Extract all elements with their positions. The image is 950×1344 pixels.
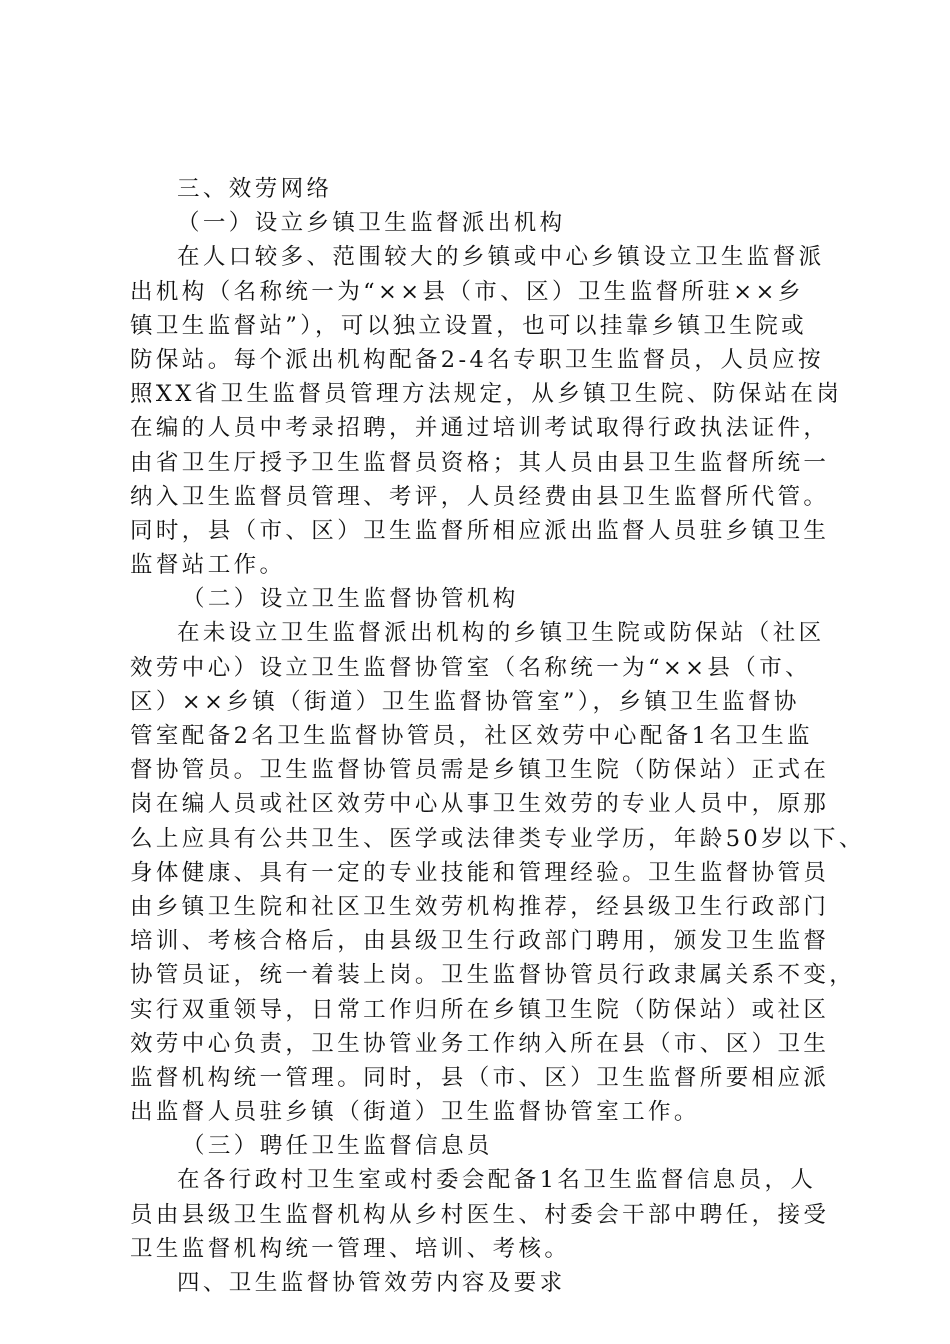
paragraph-line: 员由县级卫生监督机构从乡村医生、村委会干部中聘任，接受 bbox=[130, 1201, 830, 1228]
paragraph-line: 出机构（名称统一为“××县（市、区）卫生监督所驻××乡 bbox=[130, 278, 804, 305]
paragraph-line: 由省卫生厅授予卫生监督员资格；其人员由县卫生监督所统一 bbox=[130, 449, 830, 476]
paragraph-line: 在编的人员中考录招聘，并通过培训考试取得行政执法证件， bbox=[130, 415, 830, 442]
subsection-heading: （一）设立乡镇卫生监督派出机构 bbox=[177, 210, 566, 237]
paragraph-line: 效劳中心负责，卫生协管业务工作纳入所在县（市、区）卫生 bbox=[130, 1030, 830, 1057]
section-heading: 三、效劳网络 bbox=[177, 176, 333, 202]
paragraph-line: 同时，县（市、区）卫生监督所相应派出监督人员驻乡镇卫生 bbox=[130, 517, 830, 544]
paragraph-line: 由乡镇卫生院和社区卫生效劳机构推荐，经县级卫生行政部门 bbox=[130, 893, 830, 920]
paragraph-line: 身体健康、具有一定的专业技能和管理经验。卫生监督协管员 bbox=[130, 859, 830, 886]
paragraph-line: 在人口较多、范围较大的乡镇或中心乡镇设立卫生监督派 bbox=[177, 244, 825, 271]
paragraph-line: 防保站。每个派出机构配备2-4名专职卫生监督员，人员应按 bbox=[130, 346, 824, 373]
section-heading: 四、卫生监督协管效劳内容及要求 bbox=[177, 1270, 566, 1296]
paragraph-line: 监督机构统一管理。同时，县（市、区）卫生监督所要相应派 bbox=[130, 1064, 830, 1091]
paragraph-line: 区）××乡镇（街道）卫生监督协管室”），乡镇卫生监督协 bbox=[130, 688, 800, 715]
paragraph-line: 培训、考核合格后，由县级卫生行政部门聘用，颁发卫生监督 bbox=[130, 928, 830, 955]
paragraph-line: 监督站工作。 bbox=[130, 552, 286, 579]
paragraph-line: 实行双重领导，日常工作归所在乡镇卫生院（防保站）或社区 bbox=[130, 996, 830, 1023]
paragraph-line: 纳入卫生监督员管理、考评，人员经费由县卫生监督所代管。 bbox=[130, 483, 830, 510]
paragraph-line: 协管员证，统一着装上岗。卫生监督协管员行政隶属关系不变， bbox=[130, 962, 856, 989]
paragraph-line: 卫生监督机构统一管理、培训、考核。 bbox=[130, 1235, 571, 1262]
paragraph-line: 督协管员。卫生监督协管员需是乡镇卫生院（防保站）正式在 bbox=[130, 757, 830, 784]
paragraph-line: 出监督人员驻乡镇（街道）卫生监督协管室工作。 bbox=[130, 1099, 700, 1126]
paragraph-line: 照XX省卫生监督员管理方法规定，从乡镇卫生院、防保站在岗 bbox=[130, 381, 843, 408]
document-body bbox=[130, 172, 865, 1300]
paragraph-line: 岗在编人员或社区效劳中心从事卫生效劳的专业人员中，原那 bbox=[130, 791, 830, 818]
paragraph-line: 效劳中心）设立卫生监督协管室（名称统一为“××县（市、 bbox=[130, 654, 812, 681]
paragraph-line: 在各行政村卫生室或村委会配备1名卫生监督信息员，人 bbox=[177, 1167, 817, 1194]
subsection-heading: （三）聘任卫生监督信息员 bbox=[182, 1133, 493, 1160]
paragraph-line: 管室配备2名卫生监督协管员，社区效劳中心配备1名卫生监 bbox=[130, 723, 813, 749]
paragraph-line: 在未设立卫生监督派出机构的乡镇卫生院或防保站（社区 bbox=[177, 620, 825, 647]
subsection-heading: （二）设立卫生监督协管机构 bbox=[182, 586, 519, 613]
paragraph-line: 么上应具有公共卫生、医学或法律类专业学历，年龄50岁以下、 bbox=[130, 825, 865, 852]
paragraph-line: 镇卫生监督站”），可以独立设置，也可以挂靠乡镇卫生院或 bbox=[130, 312, 808, 339]
